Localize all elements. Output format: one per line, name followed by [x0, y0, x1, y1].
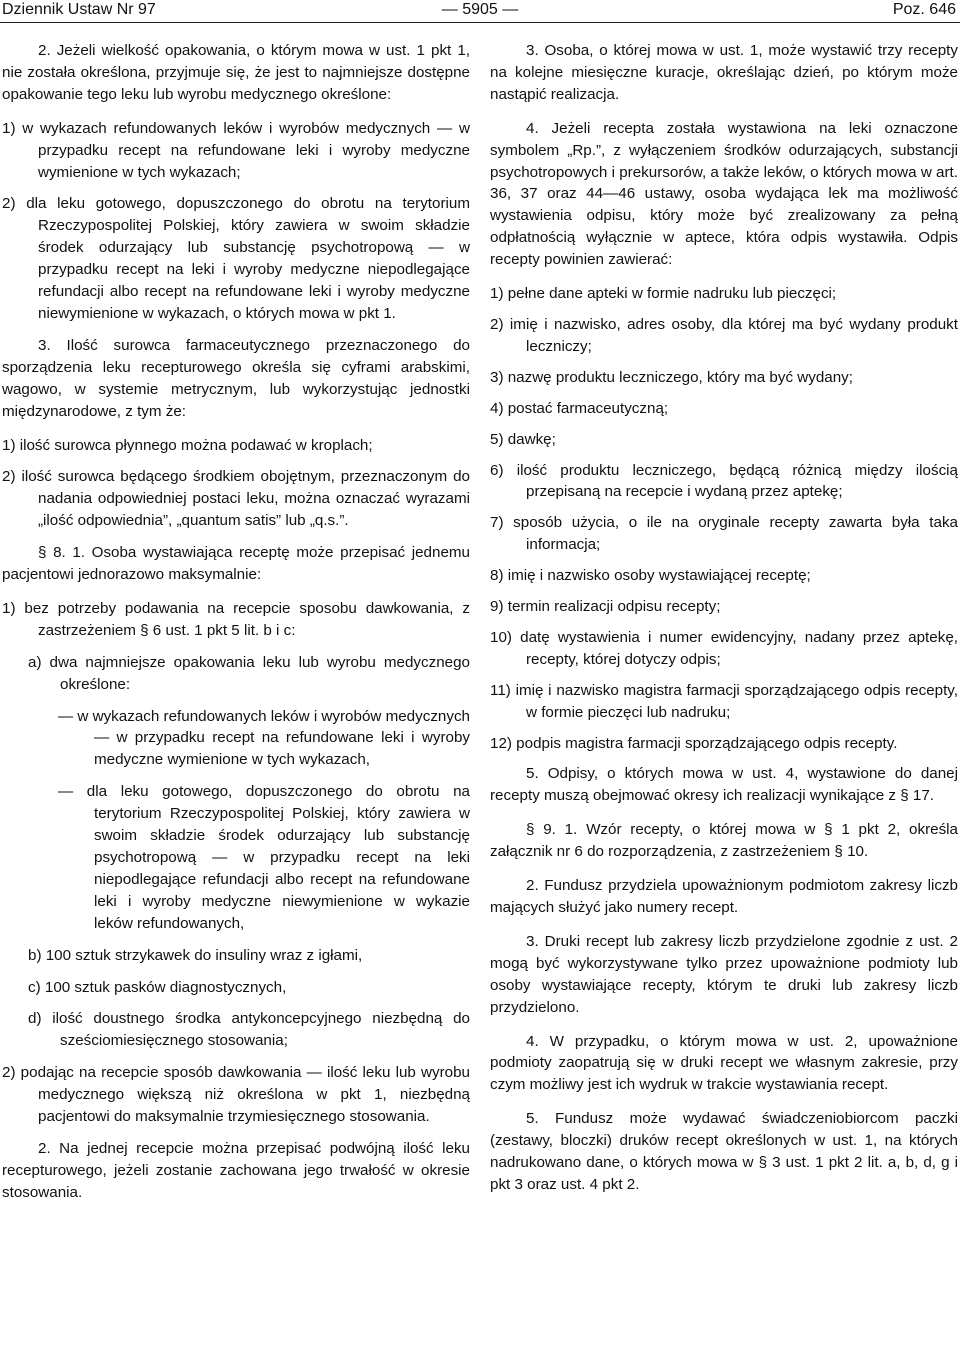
paragraph: 4. W przypadku, o którym mowa w ust. 2, upoważnione podmioty zaopatrują się w druki recept we własnym zakresie, przy czym możliwy jest ich wydruk w trakcie wystawiania recept. — [490, 1032, 958, 1094]
sub-list-item: a) dwa najmniejsze opakowania leku lub wyrobu medycznego określone: — [28, 653, 470, 693]
position-number: Poz. 646 — [892, 1, 956, 18]
list-item: 9) termin realizacji odpisu recepty; — [490, 598, 721, 616]
list-item: 4) postać farmaceutyczną; — [490, 399, 669, 417]
list-item: 6) ilość produktu leczniczego, będącą różnicą między ilością przepisaną na recepcie i wydaną przez aptekę; — [490, 461, 958, 501]
section-paragraph: § 9. 1. Wzór recepty, o której mowa w § 1 pkt 2, określa załącznik nr 6 do rozporządzenia, z zastrzeżeniem § 10. — [490, 821, 958, 861]
list-item: 1) bez potrzeby podawania na recepcie sposobu dawkowania, z zastrzeżeniem § 6 ust. 1 pkt 5 lit. b i c: — [2, 599, 470, 639]
list-item: 10) datę wystawienia i numer ewidencyjny, nadany przez aptekę, recepty, której dotyczy odpis; — [490, 628, 958, 668]
right-column — [490, 40, 958, 1208]
page-header — [0, 0, 960, 23]
list-item: 2) dla leku gotowego, dopuszczonego do obrotu na terytorium Rzeczypospolitej Polskiej, który zawiera w swoim składzie środek odurzający lub substancję psychotropową — w przypadku recept na leki i wyroby medyczne niepodlegające refundacji albo recept na refundowane leki i wyroby medyczne niewymienione w wykazach, o których mowa w pkt 1. — [2, 195, 470, 322]
list-item: 5) dawkę; — [490, 430, 556, 448]
list-item: 2) podając na recepcie sposób dawkowania — ilość leku lub wyrobu medycznego większą niż określona w pkt 1, niezbędną pacjentowi do maksymalnie trzymiesięcznego stosowania. — [2, 1064, 470, 1126]
sub-list-item: b) 100 sztuk strzykawek do insuliny wraz z igłami, — [28, 946, 363, 964]
list-item: 1) pełne dane apteki w formie nadruku lub pieczęci; — [490, 285, 837, 303]
left-column — [2, 40, 470, 1216]
list-item: 1) ilość surowca płynnego można podawać w kroplach; — [2, 436, 373, 454]
list-item: 7) sposób użycia, o ile na oryginale recepty zawarta była taka informacja; — [490, 514, 958, 554]
paragraph: 5. Odpisy, o których mowa w ust. 4, wystawione do danej recepty muszą obejmować okresy ich realizacji wynikające z § 17. — [490, 765, 958, 805]
paragraph: 3. Ilość surowca farmaceutycznego przeznaczonego do sporządzenia leku recepturowego określa się cyframi arabskimi, wagowo, w systemie metrycznym, lub wykorzystując jednostki międzynarodowe, z tym że: — [2, 336, 470, 420]
dash-item: — dla leku gotowego, dopuszczonego do obrotu na terytorium Rzeczypospolitej Polskiej, który zawiera w swoim składzie środek odurzający lub substancję psychotropową — w przypadku recept na leki niepodlegające refundacji albo recept na refundowane leki i wyroby medyczne niewymienione w wykazie leków refundowanych, — [58, 783, 470, 932]
page-number: — 5905 — — [441, 1, 519, 18]
paragraph: 5. Fundusz może wydawać świadczeniobiorcom paczki (zestawy, bloczki) druków recept określonych w ust. 1, na których nadrukowano dane, o których mowa w § 3 ust. 1 pkt 2 lit. a, b, d, g i pkt 3 oraz ust. 4 pkt 2. — [490, 1110, 958, 1193]
list-item: 1) w wykazach refundowanych leków i wyrobów medycznych — w przypadku recept na refundowane leki i wyroby medyczne wymienione w tych wykazach; — [2, 119, 470, 181]
list-item: 3) nazwę produktu leczniczego, który ma być wydany; — [490, 368, 853, 386]
sub-list-item: c) 100 sztuk pasków diagnostycznych, — [28, 978, 287, 996]
paragraph: 2. Na jednej recepcie można przepisać podwójną ilość leku recepturowego, jeżeli zostanie zachowana jego trwałość w okresie stosowania. — [2, 1139, 470, 1201]
paragraph: 3. Druki recept lub zakresy liczb przydzielone zgodnie z ust. 2 mogą być wykorzystywane tylko przez upoważnione podmioty lub osoby wystawiające recepty, którym te druki lub zakresy liczb przydzielono. — [490, 932, 958, 1016]
paragraph: 3. Osoba, o której mowa w ust. 1, może wystawić trzy recepty na kolejne miesięczne kuracje, określając dzień, po którym może nastąpić realizacja. — [490, 42, 958, 103]
sub-list-item: d) ilość doustnego środka antykoncepcyjnego niezbędną do sześciomiesięcznego stosowania; — [28, 1010, 470, 1050]
paragraph: 4. Jeżeli recepta została wystawiona na leki oznaczone symbolem „Rp.”, z wyłączeniem środków odurzających, substancji psychotropowych i prekursorów, a także leków, o których mowa w art. 36, 37 oraz 44—46 ustawy, osoba wydająca lek ma możliwość wystawienia odpisu, który może być zrealizowany za pełną odpłatnością wyłącznie w aptece, która odpis wystawiła. Odpis recepty powinien zawierać: — [490, 119, 958, 269]
list-item: 8) imię i nazwisko osoby wystawiającej receptę; — [490, 567, 811, 585]
list-item: 12) podpis magistra farmacji sporządzającego odpis recepty. — [490, 734, 898, 752]
journal-title: Dziennik Ustaw Nr 97 — [2, 1, 156, 18]
paragraph: 2. Fundusz przydziela upoważnionym podmiotom zakresy liczb mających służyć jako numery recept. — [490, 877, 958, 916]
section-paragraph: § 8. 1. Osoba wystawiająca receptę może przepisać jednemu pacjentowi jednorazowo maksymalnie: — [2, 544, 470, 584]
dash-item: — w wykazach refundowanych leków i wyrobów medycznych — w przypadku recept na refundowane leki i wyroby medyczne wymienione w tych wykazach, — [58, 707, 470, 769]
list-item: 11) imię i nazwisko magistra farmacji sporządzającego odpis recepty, w formie pieczęci lub nadruku; — [490, 681, 958, 721]
list-item: 2) ilość surowca będącego środkiem obojętnym, przeznaczonym do nadania odpowiedniej postaci leku, można oznaczać wyrazami „ilość odpowiednia”, „quantum satis” lub „q.s.”. — [2, 468, 470, 530]
list-item: 2) imię i nazwisko, adres osoby, dla której ma być wydany produkt leczniczy; — [490, 315, 958, 355]
paragraph: 2. Jeżeli wielkość opakowania, o którym mowa w ust. 1 pkt 1, nie została określona, przyjmuje się, że jest to najmniejsze dostępne opakowanie tego leku lub wyrobu medycznego określone: — [2, 42, 470, 103]
